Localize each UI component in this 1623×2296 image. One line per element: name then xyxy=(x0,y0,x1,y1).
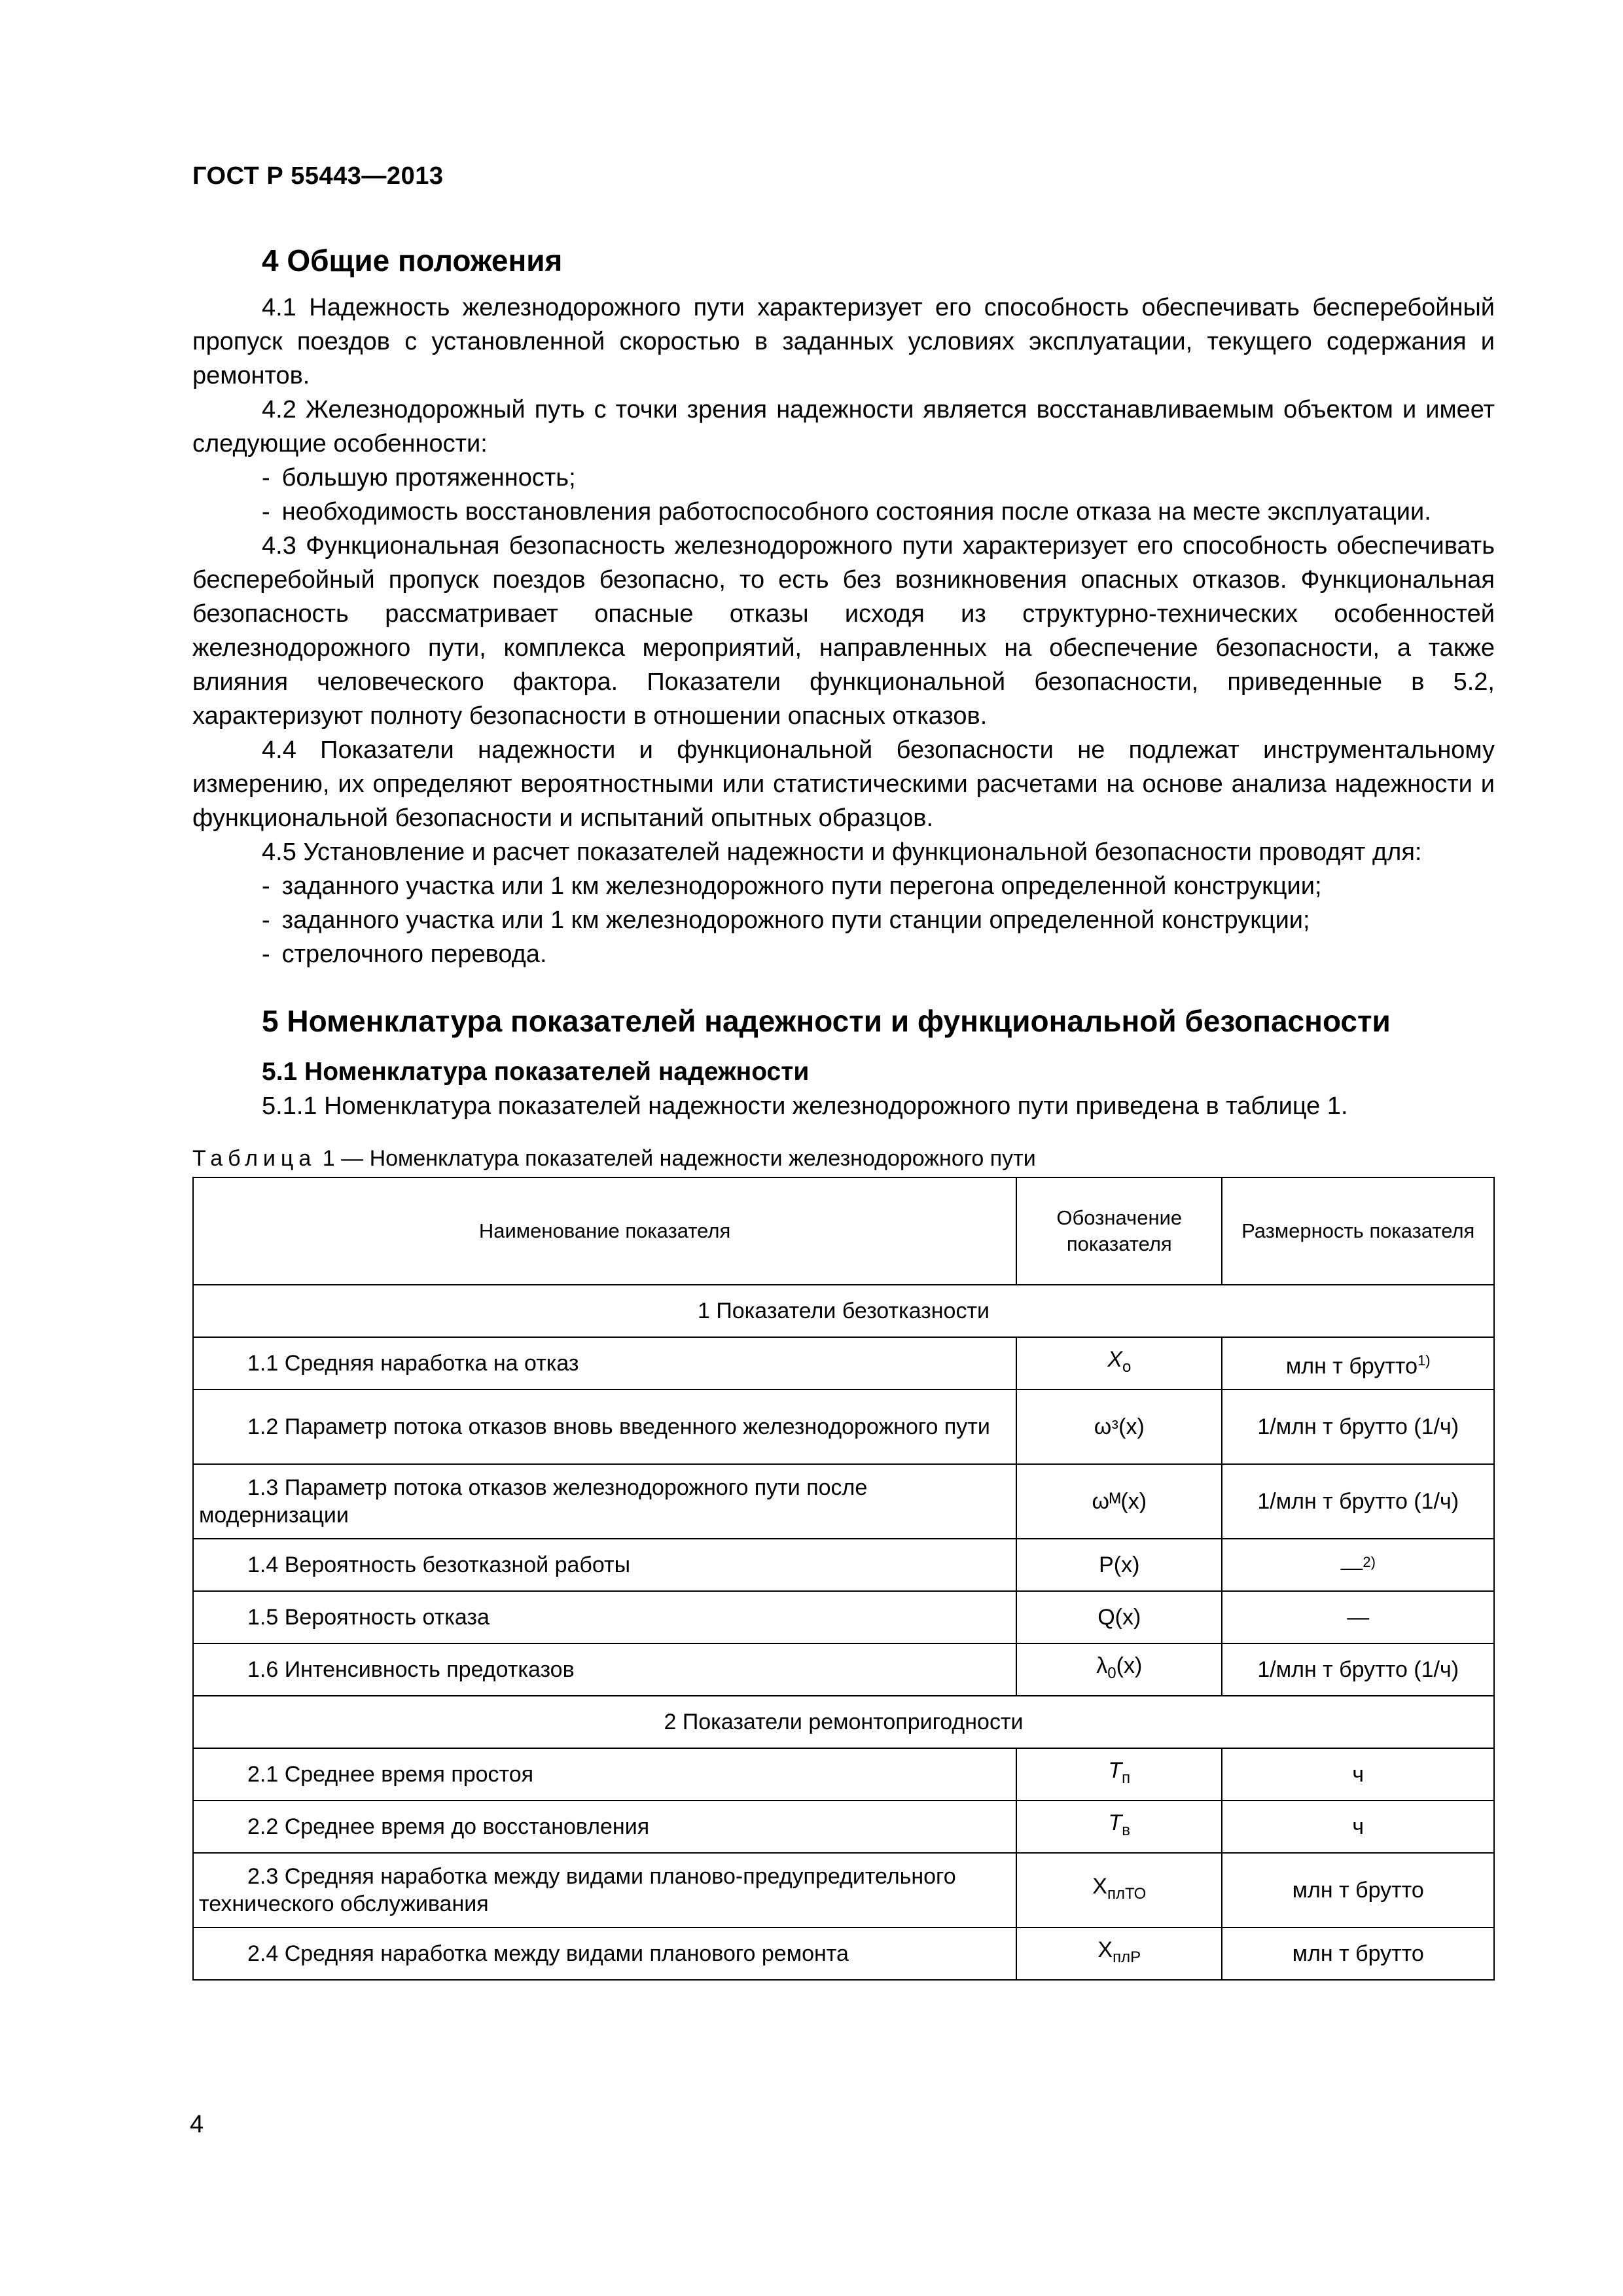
group-maintainability: 2 Показатели ремонтопригодности xyxy=(193,1696,1494,1748)
table-row xyxy=(193,1591,1494,1643)
paragraph-4-1: 4.1 Надежность железнодорожного пути характеризует его способность обеспечивать бесперебойный пропуск поездов с установленной скоростью в заданных условиях эксплуатации, текущего содержания и ремонтов. xyxy=(192,294,1495,389)
list-item xyxy=(192,461,1495,495)
row-name: 1.2 Параметр потока отказов вновь введенного железнодорожного пути xyxy=(193,1390,1016,1464)
list-item-text: необходимость восстановления работоспособного состояния после отказа на месте эксплуатации. xyxy=(281,498,1431,526)
row-name: 1.1 Средняя наработка на отказ xyxy=(193,1337,1016,1390)
subsection-5-1-title: 5.1 Номенклатура показателей надежности xyxy=(262,1058,810,1086)
row-dimension: —$^{2)}$ xyxy=(1222,1539,1494,1591)
row-symbol: ωᵌ(x) xyxy=(1016,1390,1222,1464)
table-header-row xyxy=(193,1177,1494,1285)
table-caption xyxy=(192,1144,1495,1173)
dash-marker: - xyxy=(262,941,270,968)
row-name: 2.2 Среднее время до восстановления xyxy=(193,1801,1016,1853)
table-row xyxy=(193,1390,1494,1464)
row-name: 2.1 Среднее время простоя xyxy=(193,1748,1016,1801)
row-name: 1.4 Вероятность безотказной работы xyxy=(193,1539,1016,1591)
paragraph-4-2: 4.2 Железнодорожный путь с точки зрения надежности является восстанавливаемым объектом и имеет следующие особенности: xyxy=(192,396,1495,457)
dash-marker: - xyxy=(262,498,270,526)
header-name: Наименование показателя xyxy=(193,1177,1016,1285)
table-caption-word: Таблица xyxy=(192,1146,317,1171)
list-item xyxy=(192,903,1495,937)
row-symbol: Q(x) xyxy=(1016,1591,1222,1643)
dash-marker: - xyxy=(262,464,270,492)
paragraph-4-3: 4.3 Функциональная безопасность железнодорожного пути характеризует его способность обеспечивать бесперебойный пропуск поездов безопасно, то есть без возникновения опасных отказов. Функциональная безопасность рассматривает опасные отказы исходя из структурно-технических особенностей железнодорожного пути, комплекса мероприятий, направленных на обеспечение безопасности, а также влияния человеческого фактора. Показатели функциональной безопасности, приведенные в 5.2, характеризуют полноту безопасности в отношении опасных отказов. xyxy=(192,532,1495,730)
row-dimension: млн т брутто xyxy=(1222,1928,1494,1980)
table-caption-text: 1 — Номенклатура показателей надежности железнодорожного пути xyxy=(322,1146,1036,1171)
row-symbol: P(x) xyxy=(1016,1539,1222,1591)
row-name: 2.4 Средняя наработка между видами планового ремонта xyxy=(193,1928,1016,1980)
header-dimension: Размерность показателя xyxy=(1222,1177,1494,1285)
table-row xyxy=(193,1539,1494,1591)
list-item-text: большую протяженность; xyxy=(281,464,576,492)
paragraph-4-5: 4.5 Установление и расчет показателей надежности и функциональной безопасности проводят для: xyxy=(262,838,1422,866)
list-item-text: стрелочного перевода. xyxy=(281,941,547,968)
row-dimension: 1/млн т брутто (1/ч) xyxy=(1222,1643,1494,1696)
table-row xyxy=(193,1801,1494,1853)
dash-marker: - xyxy=(262,906,270,934)
row-dimension: 1/млн т брутто (1/ч) xyxy=(1222,1390,1494,1464)
row-symbol: $X_{плТО}$ xyxy=(1016,1853,1222,1928)
paragraph-4-4: 4.4 Показатели надежности и функциональной безопасности не подлежат инструментальному измерению, их определяют вероятностными или статистическими расчетами на основе анализа надежности и функциональной безопасности и испытаний опытных образцов. xyxy=(192,736,1495,832)
document-body xyxy=(192,240,1495,1981)
paragraph-5-1-1: 5.1.1 Номенклатура показателей надежности железнодорожного пути приведена в таблице 1. xyxy=(262,1092,1348,1120)
table-row xyxy=(193,1928,1494,1980)
table-row xyxy=(193,1337,1494,1390)
row-symbol: $\lambda_0(x)$ xyxy=(1016,1643,1222,1696)
row-name: 1.5 Вероятность отказа xyxy=(193,1591,1016,1643)
list-item xyxy=(192,495,1495,529)
list-item xyxy=(192,869,1495,903)
dash-marker: - xyxy=(262,872,270,900)
list-item-text: заданного участка или 1 км железнодорожного пути станции определенной конструкции; xyxy=(281,906,1310,934)
row-dimension: ч xyxy=(1222,1801,1494,1853)
table-row xyxy=(193,1464,1494,1539)
row-dimension: ч xyxy=(1222,1748,1494,1801)
section-4-title: 4 Общие положения xyxy=(262,243,563,278)
group-reliability: 1 Показатели безотказности xyxy=(193,1285,1494,1337)
row-symbol: $X_{плР}$ xyxy=(1016,1928,1222,1980)
table-row xyxy=(193,1643,1494,1696)
row-symbol: $X_о$ xyxy=(1016,1337,1222,1390)
page-number: 4 xyxy=(190,2111,204,2138)
row-symbol: $T_п$ xyxy=(1016,1748,1222,1801)
group-row xyxy=(193,1285,1494,1337)
row-name: 1.3 Параметр потока отказов железнодорожного пути после модернизации xyxy=(193,1464,1016,1539)
list-item-text: заданного участка или 1 км железнодорожного пути перегона определенной конструкции; xyxy=(281,872,1322,900)
indicators-table xyxy=(192,1177,1495,1981)
section-5-title: 5 Номенклатура показателей надежности и функциональной безопасности xyxy=(262,1004,1391,1038)
row-dimension: млн т брутто xyxy=(1222,1853,1494,1928)
row-symbol: $T_в$ xyxy=(1016,1801,1222,1853)
row-symbol: ωᴹ(x) xyxy=(1016,1464,1222,1539)
list-item xyxy=(192,937,1495,971)
document-header: ГОСТ Р 55443—2013 xyxy=(192,162,444,190)
row-name: 2.3 Средняя наработка между видами планово-предупредительного технического обслуживания xyxy=(193,1853,1016,1928)
row-name: 1.6 Интенсивность предотказов xyxy=(193,1643,1016,1696)
header-symbol: Обозначение показателя xyxy=(1016,1177,1222,1285)
row-dimension: млн т брутто$^{1)}$ xyxy=(1222,1337,1494,1390)
group-row xyxy=(193,1696,1494,1748)
table-row xyxy=(193,1853,1494,1928)
row-dimension: — xyxy=(1222,1591,1494,1643)
table-row xyxy=(193,1748,1494,1801)
row-dimension: 1/млн т брутто (1/ч) xyxy=(1222,1464,1494,1539)
